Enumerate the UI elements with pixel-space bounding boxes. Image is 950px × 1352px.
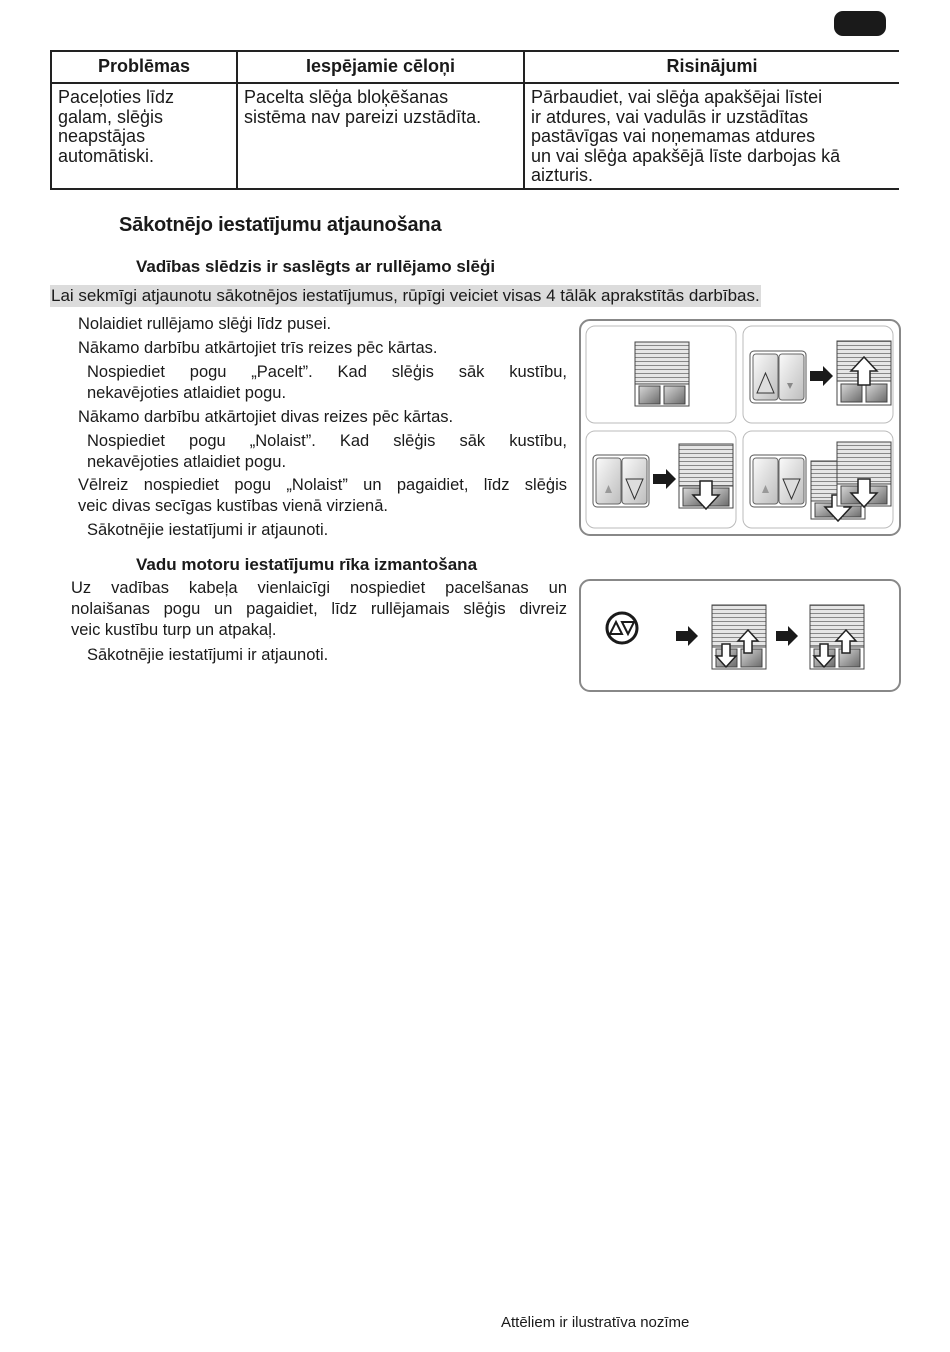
tool-text-line3: veic kustību turp un atpakaļ. <box>71 621 277 639</box>
section-title: Sākotnējo iestatījumu atjaunošana <box>119 214 442 236</box>
step-4-line2: veic divas secīgas kustības vienā virzienā. <box>78 497 388 515</box>
step-1: Nolaidiet rullējamo slēģi līdz pusei. <box>78 315 332 333</box>
tool-done: Sākotnējie iestatījumi ir atjaunoti. <box>87 646 329 664</box>
step-2: Nākamo darbību atkārtojiet trīs reizes pēc kārtas. <box>78 339 438 357</box>
step-3: Nākamo darbību atkārtojiet divas reizes pēc kārtas. <box>78 408 454 426</box>
tool-text-line2: nolaišanas pogu un pagaidiet, līdz rullējamais slēģis divreiz <box>71 600 567 618</box>
tool-text-line1: Uz vadības kabeļa vienlaicīgi nospiediet pacelšanas un <box>71 579 567 597</box>
arrow-right-icon <box>776 626 798 646</box>
table-row <box>51 83 899 189</box>
step-2a-line2: nekavējoties atlaidiet pogu. <box>87 384 287 402</box>
shutter-icon <box>712 605 766 669</box>
language-tab <box>834 11 886 36</box>
arrow-right-icon <box>676 626 698 646</box>
cell-problem: Paceļoties līdz galam, slēģis neapstājas automātiski. <box>51 83 237 189</box>
reset-steps-illustration <box>581 321 899 534</box>
shutter-icon <box>679 444 733 509</box>
up-down-button-icon <box>607 613 637 643</box>
subsection-title-switch: Vadības slēdzis ir saslēgts ar rullējamo slēģi <box>136 257 496 276</box>
cell-solution: Pārbaudiet, vai slēģa apakšējai līstei ir atdures, vai vadulās ir uzstādītas pastāvīgas vai noņemamas atdures un vai slēģa apakšējā līste darbojas kā aizturis. <box>524 83 899 189</box>
switch-down-icon <box>593 455 649 507</box>
shutter-icon <box>635 342 689 406</box>
step-4-line1: Vēlreiz nospiediet pogu „Nolaist” un pagaidiet, līdz slēģis <box>78 476 567 494</box>
switch-down-icon <box>750 455 806 507</box>
step-2a-line1: Nospiediet pogu „Pacelt”. Kad slēģis sāk kustību, <box>87 363 567 381</box>
shutter-icon <box>810 605 864 669</box>
setup-tool-figure <box>579 579 901 692</box>
troubleshooting-table <box>50 50 899 190</box>
header-causes: Iespējamie cēloņi <box>237 51 524 83</box>
subsection-title-tool: Vadu motoru iestatījumu rīka izmantošana <box>136 555 478 574</box>
step-3a-line1: Nospiediet pogu „Nolaist”. Kad slēģis sāk kustību, <box>87 432 567 450</box>
step-done: Sākotnējie iestatījumi ir atjaunoti. <box>87 521 329 539</box>
step-3a-line2: nekavējoties atlaidiet pogu. <box>87 453 287 471</box>
highlighted-note: Lai sekmīgi atjaunotu sākotnējos iestatījumus, rūpīgi veiciet visas 4 tālāk aprakstītās darbības. <box>51 286 760 305</box>
footer-note: Attēliem ir ilustratīva nozīme <box>501 1314 690 1331</box>
switch-up-icon <box>750 351 806 403</box>
header-problems: Problēmas <box>51 51 237 83</box>
reset-steps-figure <box>579 319 901 536</box>
table-header-row <box>51 51 899 83</box>
setup-tool-illustration <box>581 581 899 690</box>
shutter-icon <box>837 442 891 507</box>
header-solutions: Risinājumi <box>524 51 899 83</box>
shutter-icon <box>837 341 891 405</box>
cell-cause: Pacelta slēģa bloķēšanas sistēma nav pareizi uzstādīta. <box>237 83 524 189</box>
